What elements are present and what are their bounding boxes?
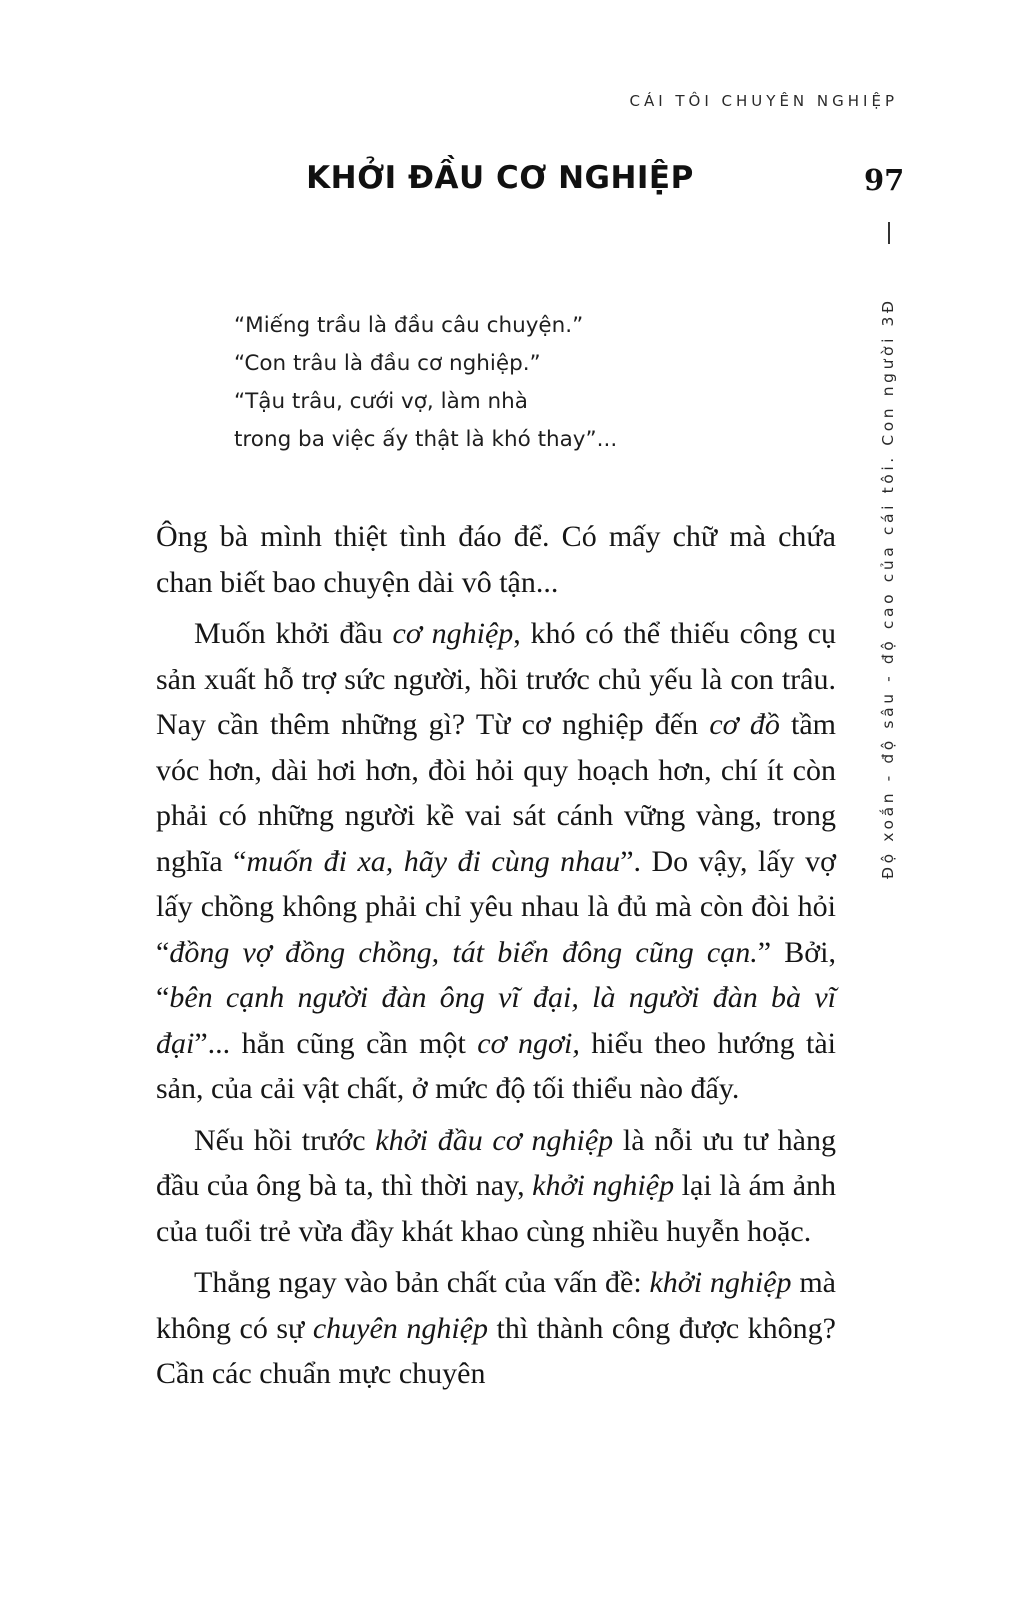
epigraph-line: “Con trâu là đầu cơ nghiệp.” [234, 351, 541, 376]
epigraph [234, 307, 617, 459]
side-divider [888, 222, 890, 244]
paragraph [156, 1118, 836, 1255]
italic-run: khởi nghiệp [532, 1169, 675, 1202]
italic-run: cơ nghiệp [392, 617, 514, 650]
italic-run: khởi đầu cơ nghiệp [375, 1123, 614, 1157]
body-text [156, 514, 836, 1403]
italic-run: khởi nghiệp [649, 1266, 792, 1299]
text-run: lại là ám ảnh của tuổi trẻ vừa đầy khát khao cùng nhiều huyễn hoặc. [156, 1169, 837, 1248]
text-run: mà không có sự [156, 1266, 837, 1345]
paragraph [156, 514, 836, 605]
page-number: 97 [864, 163, 905, 197]
italic-run: cơ đồ [709, 708, 780, 741]
text-run: là nỗi ưu tư hàng đầu của ông bà ta, thì thời nay, [156, 1123, 836, 1202]
text-run: ”... hẳn cũng cần một [194, 1026, 478, 1060]
text-run: hiểu theo hướng tài sản, của cải vật chất, ở mức độ tối thiểu nào đấy. [156, 1026, 836, 1105]
text-run: ” Bởi, “ [156, 935, 837, 1014]
epigraph-line: trong ba việc ấy thật là khó thay”... [234, 427, 618, 452]
epigraph-line: “Tậu trâu, cưới vợ, làm nhà [234, 389, 528, 414]
text-run: Nếu hồi trước [194, 1123, 376, 1157]
italic-run: chuyên nghiệp [312, 1311, 488, 1345]
paragraph [156, 1260, 836, 1397]
text-run: Thẳng ngay vào bản chất của vấn đề: [194, 1266, 650, 1299]
epigraph-line: “Miếng trầu là đầu câu chuyện.” [234, 313, 584, 338]
chapter-title: KHỞI ĐẦU CƠ NGHIỆP [306, 160, 694, 196]
italic-run: bên cạnh người đàn ông vĩ đại, là người đàn bà vĩ đại [156, 981, 836, 1060]
italic-run: muốn đi xa, hãy đi cùng nhau [246, 844, 621, 878]
text-run: Muốn khởi đầu [194, 617, 393, 650]
side-book-title-text: Độ xoắn - độ sâu - độ cao của cái tôi. Con người 3Đ [879, 297, 897, 879]
text-run: Ông bà mình thiệt tình đáo để. Có mấy chữ mà chứa chan biết bao chuyện dài vô tận... [156, 520, 836, 599]
running-header: CÁI TÔI CHUYÊN NGHIỆP [629, 92, 898, 110]
paragraph [156, 611, 836, 1112]
text-run: ”. Do vậy, lấy vợ lấy chồng không phải chỉ yêu nhau là đủ mà còn đòi hỏi “ [156, 844, 837, 969]
text-run: thì thành công được không? Cần các chuẩn mực chuyên [156, 1311, 836, 1390]
italic-run: đồng vợ đồng chồng, tát biển đông cũng cạn. [169, 935, 758, 969]
italic-run: cơ ngơi, [477, 1026, 580, 1060]
text-run: , khó có thể thiếu công cụ sản xuất hỗ trợ sức người, hồi trước chủ yếu là con trâu. Nay cần thêm những gì? Từ cơ nghiệp đến [156, 617, 836, 741]
text-run: tầm vóc hơn, dài hơi hơn, đòi hỏi quy hoạch hơn, chí ít còn phải có những người kề vai sát cánh vững vàng, trong nghĩa “ [156, 708, 836, 878]
